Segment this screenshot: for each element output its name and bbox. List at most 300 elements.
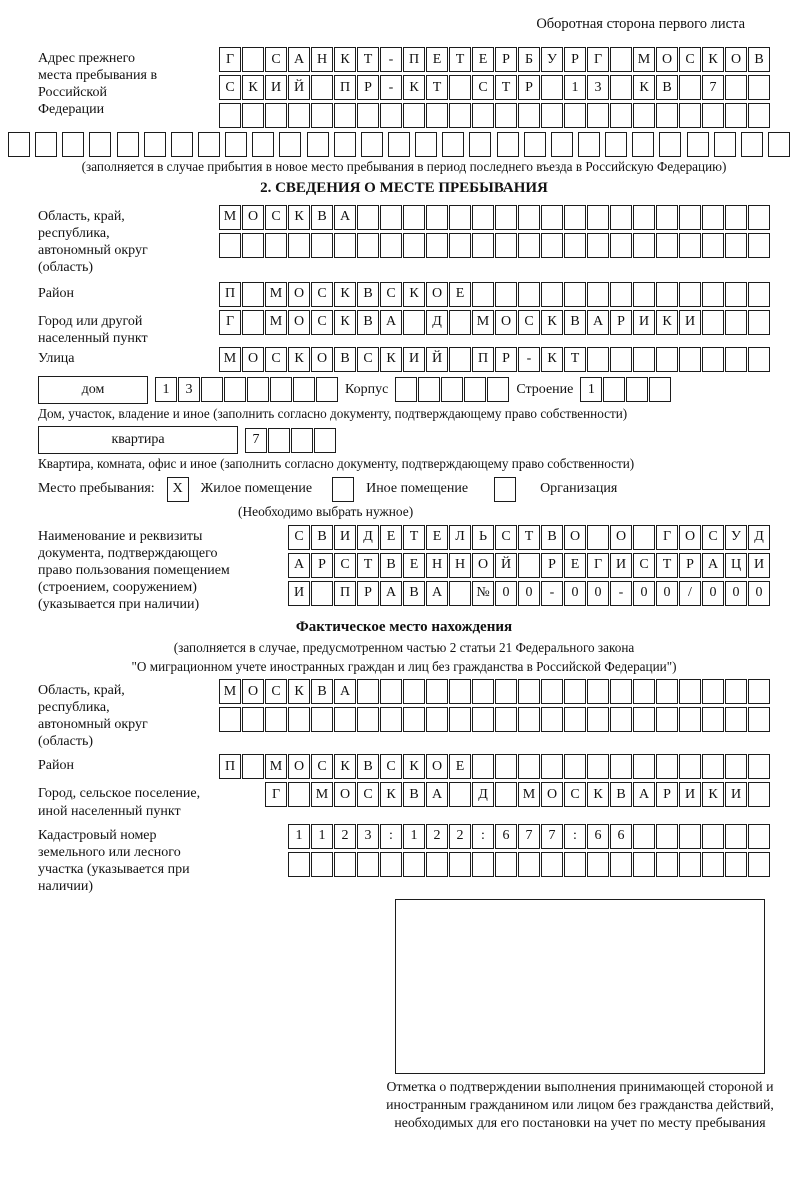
char-box[interactable]: В	[610, 782, 632, 807]
char-box[interactable]: К	[334, 754, 356, 779]
char-box[interactable]	[578, 132, 600, 157]
char-box[interactable]: К	[403, 75, 425, 100]
char-box[interactable]	[748, 754, 770, 779]
char-box[interactable]	[656, 824, 678, 849]
char-box[interactable]	[748, 852, 770, 877]
char-box[interactable]: О	[242, 347, 264, 372]
char-box[interactable]	[307, 132, 329, 157]
char-box[interactable]	[380, 103, 402, 128]
char-box[interactable]: И	[610, 553, 632, 578]
char-box[interactable]: М	[518, 782, 540, 807]
char-box[interactable]	[633, 282, 655, 307]
char-box[interactable]: 3	[357, 824, 379, 849]
char-box[interactable]	[311, 103, 333, 128]
char-box[interactable]	[403, 852, 425, 877]
char-box[interactable]: С	[380, 282, 402, 307]
char-box[interactable]	[415, 132, 437, 157]
char-box[interactable]: В	[403, 581, 425, 606]
char-box[interactable]: А	[288, 47, 310, 72]
char-box[interactable]	[541, 282, 563, 307]
char-box[interactable]: Т	[518, 525, 540, 550]
char-box[interactable]: Т	[357, 47, 379, 72]
char-box[interactable]	[334, 103, 356, 128]
char-box[interactable]: Е	[449, 282, 471, 307]
char-box[interactable]	[495, 282, 517, 307]
char-box[interactable]: С	[265, 679, 287, 704]
char-box[interactable]: 1	[580, 377, 602, 402]
char-box[interactable]	[610, 754, 632, 779]
char-box[interactable]	[117, 132, 139, 157]
char-box[interactable]	[247, 377, 269, 402]
char-box[interactable]	[449, 310, 471, 335]
char-box[interactable]	[201, 377, 223, 402]
char-box[interactable]	[380, 205, 402, 230]
char-box[interactable]: Т	[357, 553, 379, 578]
char-box[interactable]	[380, 707, 402, 732]
char-box[interactable]: Е	[426, 47, 448, 72]
char-box[interactable]: Р	[541, 553, 563, 578]
char-box[interactable]: О	[242, 205, 264, 230]
char-box[interactable]: Л	[449, 525, 471, 550]
char-box[interactable]: М	[219, 679, 241, 704]
char-box[interactable]: 0	[587, 581, 609, 606]
char-box[interactable]	[768, 132, 790, 157]
char-box[interactable]	[449, 679, 471, 704]
char-box[interactable]	[426, 852, 448, 877]
char-box[interactable]	[357, 103, 379, 128]
char-box[interactable]	[587, 233, 609, 258]
char-box[interactable]	[633, 754, 655, 779]
char-box[interactable]	[541, 103, 563, 128]
char-box[interactable]	[219, 233, 241, 258]
char-box[interactable]	[748, 310, 770, 335]
char-box[interactable]	[316, 377, 338, 402]
char-box[interactable]: А	[380, 310, 402, 335]
char-box[interactable]: И	[633, 310, 655, 335]
char-box[interactable]	[610, 707, 632, 732]
char-box[interactable]: Н	[426, 553, 448, 578]
char-box[interactable]	[495, 754, 517, 779]
char-box[interactable]: Т	[426, 75, 448, 100]
char-box[interactable]	[551, 132, 573, 157]
char-box[interactable]	[449, 75, 471, 100]
char-box[interactable]	[587, 282, 609, 307]
char-box[interactable]	[587, 103, 609, 128]
char-box[interactable]: Д	[472, 782, 494, 807]
char-box[interactable]	[426, 205, 448, 230]
char-box[interactable]	[472, 103, 494, 128]
char-box[interactable]	[449, 103, 471, 128]
char-box[interactable]	[242, 310, 264, 335]
char-box[interactable]	[252, 132, 274, 157]
char-box[interactable]	[334, 707, 356, 732]
char-box[interactable]	[518, 754, 540, 779]
checkbox-organization[interactable]	[494, 477, 516, 502]
char-box[interactable]	[610, 47, 632, 72]
char-box[interactable]: Г	[587, 47, 609, 72]
char-box[interactable]: 7	[518, 824, 540, 849]
char-box[interactable]	[403, 103, 425, 128]
char-box[interactable]: К	[702, 47, 724, 72]
char-box[interactable]: Г	[656, 525, 678, 550]
char-box[interactable]: С	[495, 525, 517, 550]
char-box[interactable]	[403, 205, 425, 230]
char-box[interactable]	[334, 233, 356, 258]
char-box[interactable]: М	[265, 754, 287, 779]
char-box[interactable]	[605, 132, 627, 157]
char-box[interactable]: Ь	[472, 525, 494, 550]
char-box[interactable]	[144, 132, 166, 157]
char-box[interactable]: А	[587, 310, 609, 335]
char-box[interactable]	[541, 707, 563, 732]
char-box[interactable]	[242, 282, 264, 307]
char-box[interactable]	[334, 132, 356, 157]
char-box[interactable]: К	[380, 347, 402, 372]
char-box[interactable]: И	[748, 553, 770, 578]
char-box[interactable]	[314, 428, 336, 453]
char-box[interactable]	[610, 75, 632, 100]
char-box[interactable]: В	[357, 282, 379, 307]
char-box[interactable]: Й	[495, 553, 517, 578]
char-box[interactable]	[748, 782, 770, 807]
char-box[interactable]: С	[357, 782, 379, 807]
char-box[interactable]	[702, 754, 724, 779]
char-box[interactable]: О	[426, 282, 448, 307]
char-box[interactable]: Е	[564, 553, 586, 578]
char-box[interactable]: С	[334, 553, 356, 578]
char-box[interactable]	[265, 707, 287, 732]
char-box[interactable]: -	[380, 75, 402, 100]
char-box[interactable]: О	[472, 553, 494, 578]
char-box[interactable]	[518, 852, 540, 877]
char-box[interactable]	[288, 707, 310, 732]
char-box[interactable]: С	[518, 310, 540, 335]
char-box[interactable]	[702, 824, 724, 849]
char-box[interactable]	[656, 754, 678, 779]
char-box[interactable]	[633, 103, 655, 128]
char-box[interactable]	[679, 75, 701, 100]
char-box[interactable]: К	[403, 282, 425, 307]
char-box[interactable]: Т	[564, 347, 586, 372]
char-box[interactable]	[679, 679, 701, 704]
char-box[interactable]: №	[472, 581, 494, 606]
char-box[interactable]	[403, 679, 425, 704]
char-box[interactable]	[748, 205, 770, 230]
char-box[interactable]: 0	[518, 581, 540, 606]
char-box[interactable]: К	[587, 782, 609, 807]
char-box[interactable]	[426, 233, 448, 258]
char-box[interactable]: 0	[656, 581, 678, 606]
char-box[interactable]	[497, 132, 519, 157]
char-box[interactable]	[293, 377, 315, 402]
char-box[interactable]	[380, 679, 402, 704]
char-box[interactable]: Й	[426, 347, 448, 372]
char-box[interactable]: У	[725, 525, 747, 550]
char-box[interactable]: К	[334, 47, 356, 72]
char-box[interactable]: М	[265, 310, 287, 335]
char-box[interactable]	[748, 282, 770, 307]
char-box[interactable]	[265, 103, 287, 128]
char-box[interactable]	[748, 824, 770, 849]
char-box[interactable]: С	[265, 347, 287, 372]
char-box[interactable]	[702, 679, 724, 704]
char-box[interactable]	[403, 707, 425, 732]
char-box[interactable]: Г	[265, 782, 287, 807]
char-box[interactable]	[495, 852, 517, 877]
char-box[interactable]: С	[219, 75, 241, 100]
char-box[interactable]	[464, 377, 486, 402]
char-box[interactable]	[679, 824, 701, 849]
char-box[interactable]: М	[472, 310, 494, 335]
char-box[interactable]	[564, 233, 586, 258]
char-box[interactable]	[495, 679, 517, 704]
char-box[interactable]: В	[357, 310, 379, 335]
char-box[interactable]	[656, 679, 678, 704]
char-box[interactable]	[380, 233, 402, 258]
char-box[interactable]: С	[472, 75, 494, 100]
char-box[interactable]: О	[679, 525, 701, 550]
char-box[interactable]: К	[288, 205, 310, 230]
char-box[interactable]: А	[334, 205, 356, 230]
char-box[interactable]	[679, 233, 701, 258]
char-box[interactable]	[633, 679, 655, 704]
char-box[interactable]: С	[265, 47, 287, 72]
char-box[interactable]: К	[633, 75, 655, 100]
char-box[interactable]	[725, 233, 747, 258]
char-box[interactable]: К	[656, 310, 678, 335]
char-box[interactable]	[357, 679, 379, 704]
char-box[interactable]: А	[426, 782, 448, 807]
char-box[interactable]	[714, 132, 736, 157]
char-box[interactable]	[311, 581, 333, 606]
char-box[interactable]: В	[334, 347, 356, 372]
char-box[interactable]: Н	[449, 553, 471, 578]
char-box[interactable]	[587, 347, 609, 372]
char-box[interactable]: П	[403, 47, 425, 72]
char-box[interactable]: Б	[518, 47, 540, 72]
char-box[interactable]	[564, 103, 586, 128]
char-box[interactable]: С	[311, 754, 333, 779]
char-box[interactable]	[472, 852, 494, 877]
char-box[interactable]	[702, 103, 724, 128]
char-box[interactable]	[610, 233, 632, 258]
char-box[interactable]	[725, 310, 747, 335]
char-box[interactable]	[449, 852, 471, 877]
char-box[interactable]	[279, 132, 301, 157]
char-box[interactable]	[495, 707, 517, 732]
char-box[interactable]	[518, 205, 540, 230]
char-box[interactable]: Р	[311, 553, 333, 578]
char-box[interactable]	[311, 707, 333, 732]
char-box[interactable]	[725, 347, 747, 372]
char-box[interactable]: Р	[357, 75, 379, 100]
char-box[interactable]	[198, 132, 220, 157]
char-box[interactable]: И	[403, 347, 425, 372]
char-box[interactable]	[288, 782, 310, 807]
char-box[interactable]	[291, 428, 313, 453]
char-box[interactable]	[656, 205, 678, 230]
char-box[interactable]: 0	[702, 581, 724, 606]
char-box[interactable]	[587, 754, 609, 779]
char-box[interactable]: О	[564, 525, 586, 550]
char-box[interactable]	[679, 205, 701, 230]
char-box[interactable]	[632, 132, 654, 157]
char-box[interactable]: С	[564, 782, 586, 807]
char-box[interactable]: 6	[495, 824, 517, 849]
char-box[interactable]: 7	[702, 75, 724, 100]
char-box[interactable]	[633, 852, 655, 877]
char-box[interactable]	[748, 75, 770, 100]
char-box[interactable]: О	[288, 754, 310, 779]
char-box[interactable]: К	[334, 310, 356, 335]
char-box[interactable]: В	[311, 525, 333, 550]
char-box[interactable]	[334, 852, 356, 877]
char-box[interactable]: -	[518, 347, 540, 372]
char-box[interactable]: П	[334, 581, 356, 606]
char-box[interactable]: О	[610, 525, 632, 550]
char-box[interactable]	[656, 282, 678, 307]
char-box[interactable]	[725, 282, 747, 307]
char-box[interactable]	[89, 132, 111, 157]
char-box[interactable]	[541, 75, 563, 100]
char-box[interactable]: И	[288, 581, 310, 606]
char-box[interactable]	[541, 205, 563, 230]
char-box[interactable]	[541, 679, 563, 704]
char-box[interactable]: С	[357, 347, 379, 372]
char-box[interactable]: -	[380, 47, 402, 72]
char-box[interactable]: В	[656, 75, 678, 100]
char-box[interactable]: 2	[334, 824, 356, 849]
char-box[interactable]: Т	[495, 75, 517, 100]
char-box[interactable]	[702, 852, 724, 877]
char-box[interactable]	[633, 233, 655, 258]
char-box[interactable]	[702, 282, 724, 307]
char-box[interactable]: Д	[748, 525, 770, 550]
char-box[interactable]: О	[426, 754, 448, 779]
char-box[interactable]: 3	[178, 377, 200, 402]
char-box[interactable]: П	[334, 75, 356, 100]
char-box[interactable]: О	[656, 47, 678, 72]
char-box[interactable]	[702, 310, 724, 335]
char-box[interactable]	[426, 103, 448, 128]
char-box[interactable]	[357, 233, 379, 258]
char-box[interactable]: Р	[518, 75, 540, 100]
char-box[interactable]: :	[380, 824, 402, 849]
char-box[interactable]: О	[288, 310, 310, 335]
house-type-box[interactable]: дом	[38, 376, 148, 404]
char-box[interactable]	[587, 525, 609, 550]
char-box[interactable]	[633, 707, 655, 732]
char-box[interactable]	[541, 852, 563, 877]
char-box[interactable]: Т	[656, 553, 678, 578]
char-box[interactable]	[449, 205, 471, 230]
char-box[interactable]	[541, 754, 563, 779]
char-box[interactable]: 0	[633, 581, 655, 606]
char-box[interactable]: 1	[403, 824, 425, 849]
char-box[interactable]: И	[679, 782, 701, 807]
char-box[interactable]: 7	[541, 824, 563, 849]
char-box[interactable]: С	[380, 754, 402, 779]
char-box[interactable]	[403, 310, 425, 335]
char-box[interactable]	[610, 205, 632, 230]
char-box[interactable]	[171, 132, 193, 157]
char-box[interactable]	[442, 132, 464, 157]
char-box[interactable]: Р	[495, 347, 517, 372]
checkbox-residential[interactable]: X	[167, 477, 189, 502]
char-box[interactable]	[472, 754, 494, 779]
char-box[interactable]	[495, 205, 517, 230]
char-box[interactable]: 1	[564, 75, 586, 100]
char-box[interactable]: В	[311, 205, 333, 230]
char-box[interactable]	[610, 103, 632, 128]
char-box[interactable]	[702, 205, 724, 230]
char-box[interactable]	[524, 132, 546, 157]
char-box[interactable]: М	[219, 347, 241, 372]
char-box[interactable]: Г	[219, 310, 241, 335]
char-box[interactable]: Е	[449, 754, 471, 779]
char-box[interactable]	[242, 233, 264, 258]
char-box[interactable]	[748, 679, 770, 704]
char-box[interactable]	[495, 782, 517, 807]
char-box[interactable]	[449, 581, 471, 606]
char-box[interactable]: К	[403, 754, 425, 779]
char-box[interactable]	[633, 824, 655, 849]
char-box[interactable]	[311, 75, 333, 100]
char-box[interactable]	[649, 377, 671, 402]
char-box[interactable]: 1	[288, 824, 310, 849]
char-box[interactable]	[426, 679, 448, 704]
char-box[interactable]	[518, 282, 540, 307]
char-box[interactable]	[748, 103, 770, 128]
char-box[interactable]: К	[288, 679, 310, 704]
char-box[interactable]	[725, 852, 747, 877]
char-box[interactable]: К	[541, 310, 563, 335]
char-box[interactable]	[725, 707, 747, 732]
char-box[interactable]: Р	[610, 310, 632, 335]
char-box[interactable]	[633, 205, 655, 230]
char-box[interactable]: Р	[679, 553, 701, 578]
char-box[interactable]	[449, 782, 471, 807]
char-box[interactable]	[748, 707, 770, 732]
char-box[interactable]: М	[265, 282, 287, 307]
char-box[interactable]	[541, 233, 563, 258]
char-box[interactable]	[449, 347, 471, 372]
char-box[interactable]: К	[242, 75, 264, 100]
char-box[interactable]	[656, 347, 678, 372]
char-box[interactable]: Р	[357, 581, 379, 606]
char-box[interactable]: -	[610, 581, 632, 606]
char-box[interactable]: Г	[219, 47, 241, 72]
char-box[interactable]: Е	[380, 525, 402, 550]
char-box[interactable]: 6	[587, 824, 609, 849]
char-box[interactable]: П	[219, 754, 241, 779]
char-box[interactable]	[702, 233, 724, 258]
char-box[interactable]	[587, 205, 609, 230]
char-box[interactable]: В	[403, 782, 425, 807]
char-box[interactable]: Е	[426, 525, 448, 550]
char-box[interactable]: Г	[587, 553, 609, 578]
char-box[interactable]	[564, 707, 586, 732]
char-box[interactable]	[679, 707, 701, 732]
char-box[interactable]	[288, 852, 310, 877]
char-box[interactable]: Й	[288, 75, 310, 100]
char-box[interactable]	[741, 132, 763, 157]
char-box[interactable]	[357, 707, 379, 732]
char-box[interactable]: 2	[426, 824, 448, 849]
char-box[interactable]	[610, 282, 632, 307]
char-box[interactable]	[656, 707, 678, 732]
char-box[interactable]: О	[725, 47, 747, 72]
